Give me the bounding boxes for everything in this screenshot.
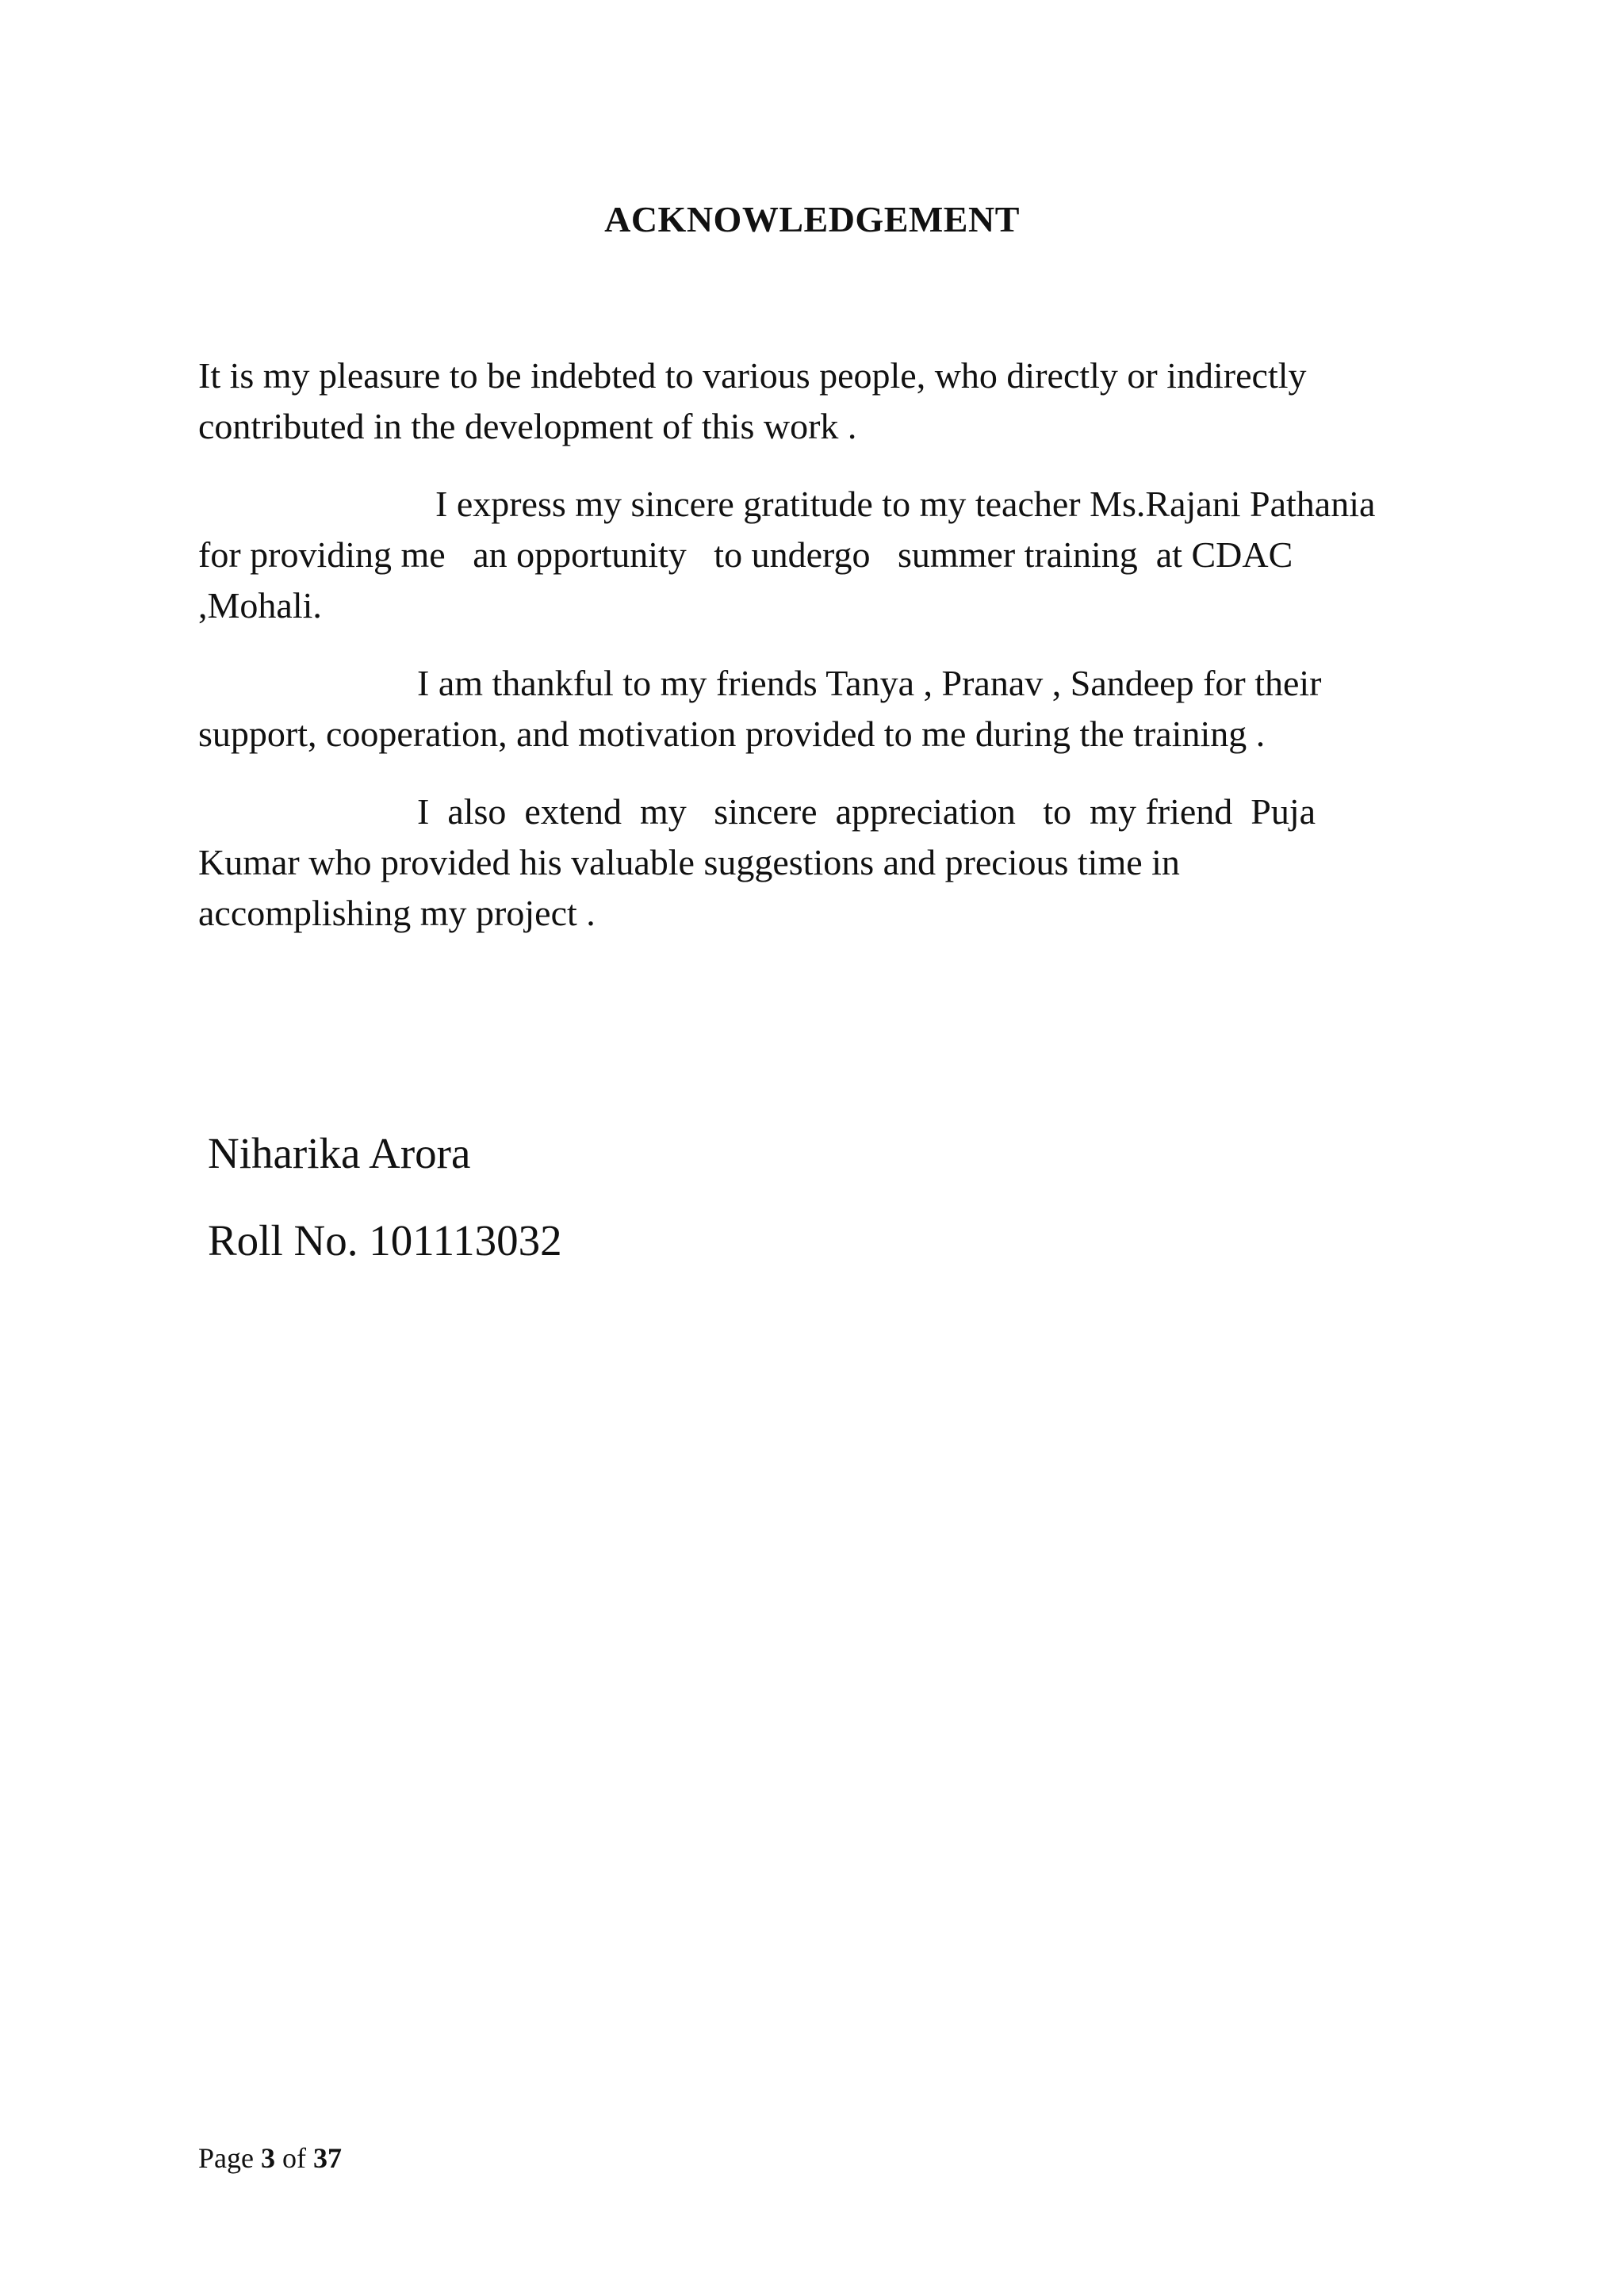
footer-total-pages: 37 [312,2142,342,2174]
footer-of-word: of [282,2142,306,2174]
paragraph-intro: It is my pleasure to be indebted to various people, who directly or indirectly contributed in the development of this work . [198,355,1307,446]
footer-page-word: Page [198,2142,254,2174]
paragraph-appreciation: I also extend my sincere appreciation to my friend Puja Kumar who provided his valuable suggestions and precious time in accomplishing my project . [198,791,1316,933]
page-number-footer [198,2141,342,2175]
signature-name: Niharika Arora [208,1129,471,1177]
signature-roll-number: Roll No. 101113032 [208,1216,562,1265]
page-title: ACKNOWLEDGEMENT [604,199,1020,239]
paragraph-teacher: I express my sincere gratitude to my teacher Ms.Rajani Pathania for providing me an opportunity to undergo summer training at CDAC ,Mohali. [198,484,1376,626]
paragraph-friends: I am thankful to my friends Tanya , Pranav , Sandeep for their support, cooperation, and motivation provided to me during the training . [198,663,1322,754]
footer-current-page: 3 [260,2142,275,2174]
